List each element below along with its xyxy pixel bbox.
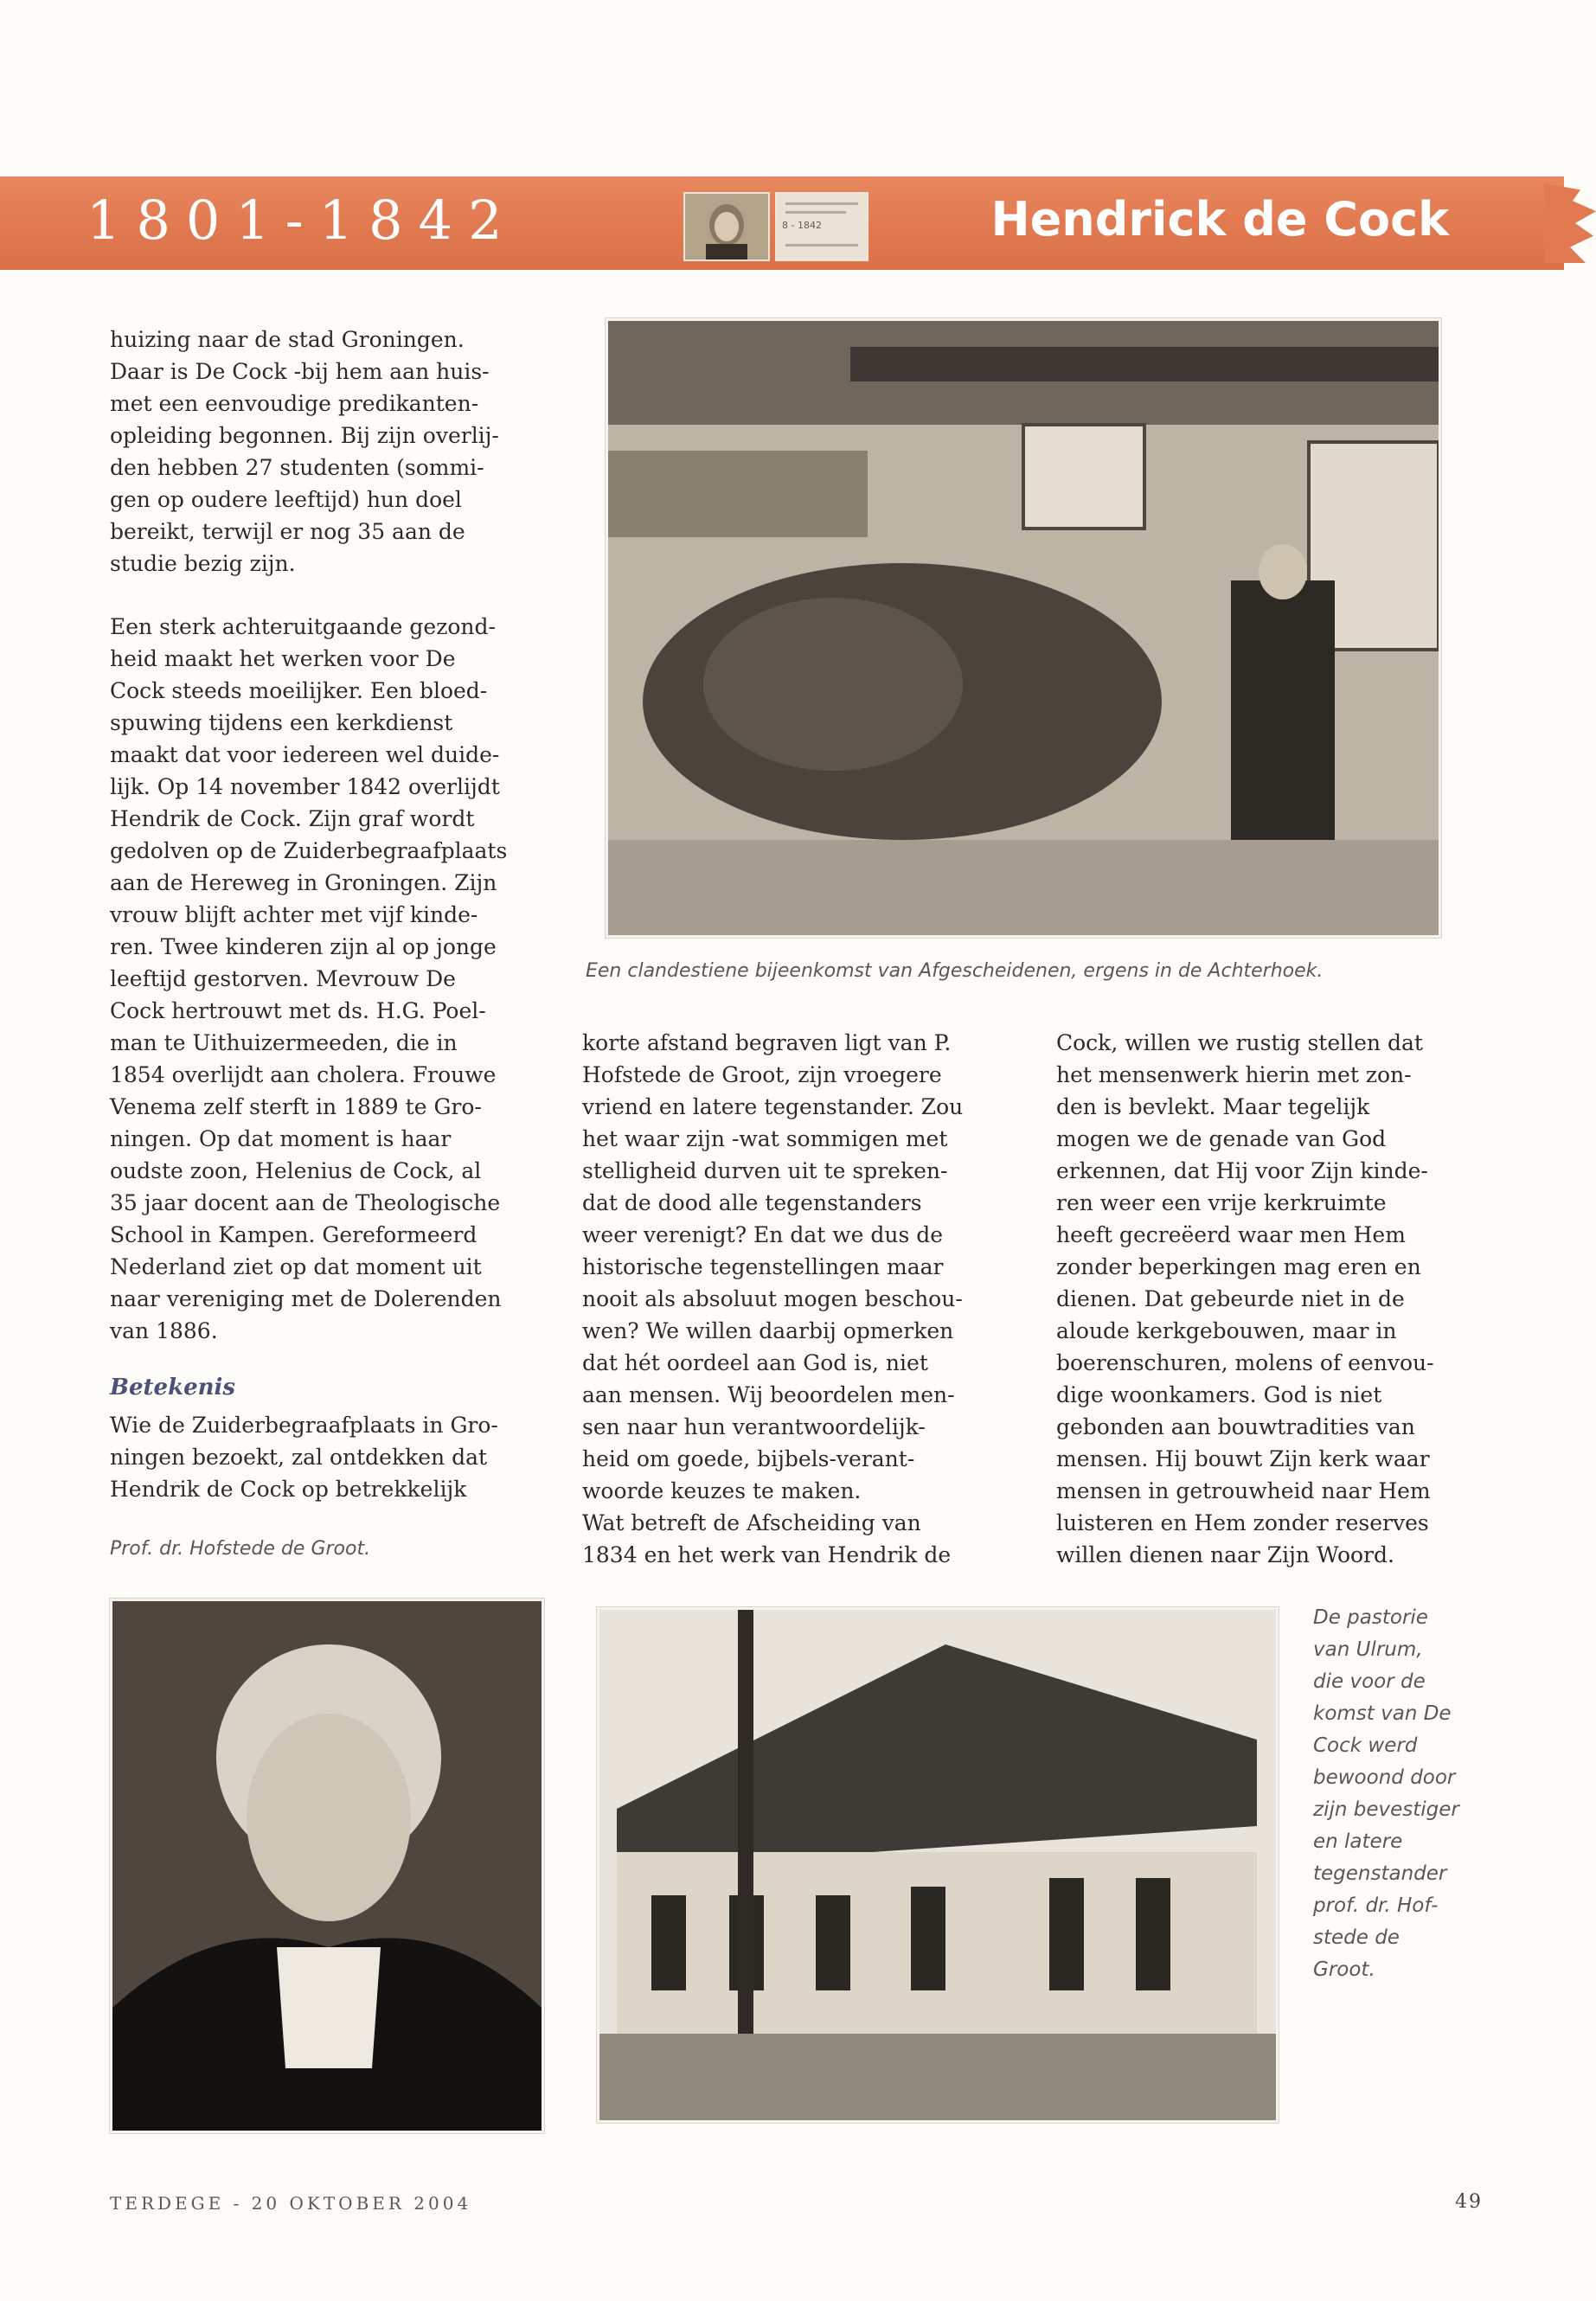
header-years: 1801-1842 — [87, 189, 518, 252]
hofstede-de-groot-portrait — [110, 1599, 544, 2133]
pastorie-caption: De pastorie van Ulrum, die voor de komst van De Cock werd bewoond door zijn bevestiger en latere tegenstander prof. dr. Hof- stede de Groot. — [1313, 1606, 1459, 1981]
meeting-caption: Een clandestiene bijeenkomst van Afgescheidenen, ergens in de Achterhoek. — [586, 960, 1324, 982]
header-document-thumbnail — [775, 192, 869, 261]
left-paragraph-1: huizing naar de stad Groningen. Daar is De Cock -bij hem aan huis- met een eenvoudige predikanten- opleiding begonnen. Bij zijn overlij- den hebben 27 studenten (sommi- gen op oudere leeftijd) hun doel bereikt, terwijl er nog 35 aan de studie bezig zijn. — [110, 327, 499, 576]
footer-publication: TERDEGE - 20 OKTOBER 2004 — [110, 2193, 472, 2214]
pastorie-ulrum-photo — [597, 1607, 1279, 2123]
right-column-text: Cock, willen we rustig stellen dat het mensenwerk hierin met zon- den is bevlekt. Maar tegelijk mogen we de genade van God erkennen, dat Hij voor Zijn kinde- ren weer een vrije kerkruimte heeft gecreëerd waar men Hem zonder beperkingen mag eren en dienen. Dat gebeurde niet in de aloude kerkgebouwen, maar in boerenschuren, molens of eenvou- dige woonkamers. God is niet gebonden aan bouwtradities van mensen. Hij bouwt Zijn kerk waar mensen in getrouwheid naar Hem luisteren en Hem zonder reserves willen dienen naar Zijn Woord. — [1056, 1030, 1434, 1567]
header-portrait-thumbnail — [683, 192, 770, 261]
page-title: Hendrick de Cock — [990, 192, 1449, 247]
portrait-caption: Prof. dr. Hofstede de Groot. — [110, 1538, 371, 1560]
banner-brush-edge — [1544, 183, 1596, 263]
middle-column-text: korte afstand begraven ligt van P. Hofstede de Groot, zijn vroegere vriend en latere tegenstander. Zou het waar zijn -wat sommigen met stelligheid durven uit te spreken- dat de dood alle tegenstanders weer verenigt? En dat we dus de historische tegenstellingen maar nooit als absoluut mogen beschou- wen? We willen daarbij opmerken dat hét oordeel aan God is, niet aan mensen. Wij beoordelen men- sen naar hun verantwoordelijk- heid om goede, bijbels-verant- woorde keuzes te maken. Wat betreft de Afscheiding van 1834 en het werk van Hendrik de — [582, 1030, 964, 1567]
page-number: 49 — [1455, 2191, 1483, 2213]
subheading-betekenis: Betekenis — [110, 1375, 236, 1400]
left-paragraph-3: Wie de Zuiderbegraafplaats in Gro- ningen bezoekt, zal ontdekken dat Hendrik de Cock op betrekkelijk — [110, 1413, 498, 1502]
meeting-engraving — [606, 318, 1441, 938]
left-paragraph-2: Een sterk achteruitgaande gezond- heid maakt het werken voor De Cock steeds moeilijker. Een bloed- spuwing tijdens een kerkdienst maakt dat voor iedereen wel duide- lijk. Op 14 november 1842 overlijdt Hendrik de Cock. Zijn graf wordt gedolven op de Zuiderbegraafplaats aan de Hereweg in Groningen. Zijn vrouw blijft achter met vijf kinde- ren. Twee kinderen zijn al op jonge leeftijd gestorven. Mevrouw De Cock hertrouwt met ds. H.G. Poel- man te Uithuizermeeden, die in 1854 overlijdt aan cholera. Frouwe Venema zelf sterft in 1889 te Gro- ningen. Op dat moment is haar oudste zoon, Helenius de Cock, al 35 jaar docent aan de Theologische School in Kampen. Gereformeerd Nederland ziet op dat moment uit naar vereniging met de Dolerenden van 1886. — [110, 614, 508, 1343]
thumbnail-label: 8 - 1842 — [782, 220, 822, 231]
